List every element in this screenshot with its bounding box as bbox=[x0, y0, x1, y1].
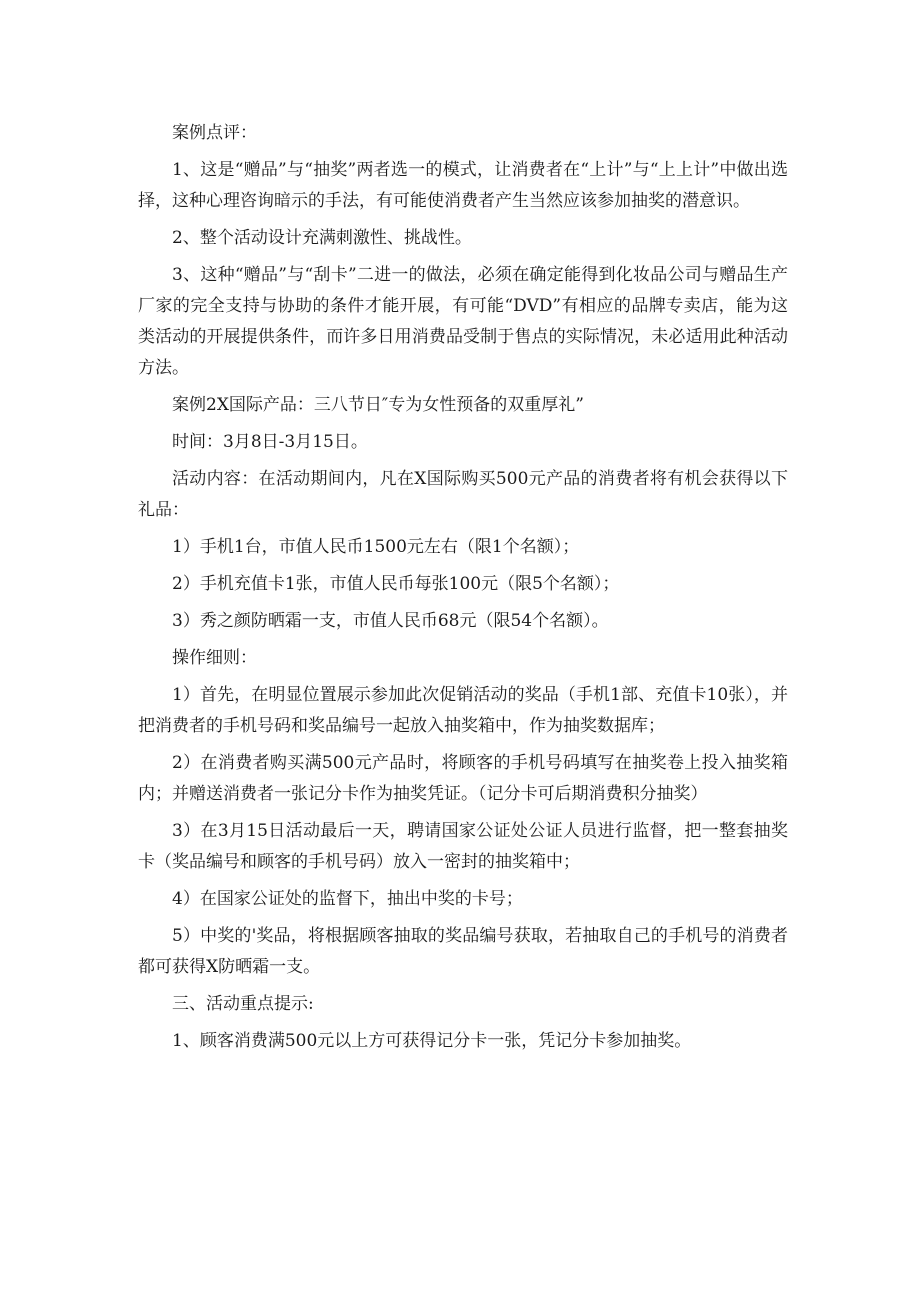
prize-item-2: 2）手机充值卡1张，市值人民币每张100元（限5个名额）； bbox=[172, 574, 620, 594]
section-heading-case-review: 案例点评： bbox=[172, 123, 257, 143]
operation-rule-5: 5）中奖的'奖品，将根据顾客抽取的奖品编号获取，若抽取自己的手机号的消费者都可获得X防晒霜一支。 bbox=[138, 926, 788, 977]
operation-rule-4: 4）在国家公证处的监督下，抽出中奖的卡号； bbox=[172, 889, 523, 909]
key-points-heading: 三、活动重点提示: bbox=[172, 994, 314, 1014]
event-time: 时间：3月8日-3月15日。 bbox=[172, 432, 368, 452]
paragraph-review-point-2: 2、整个活动设计充满刺激性、挑战性。 bbox=[172, 228, 472, 248]
paragraph-review-point-3: 3、这种“赠品”与“刮卡”二进一的做法，必须在确定能得到化妆品公司与赠品生产厂家的完全支持与协助的条件才能开展，有可能“DVD”有相应的品牌专卖店，能为这类活动的开展提供条件，而许多日用消费品受制于售点的实际情况，未必适用此种活动方法。 bbox=[138, 265, 788, 378]
event-content: 活动内容：在活动期间内，凡在X国际购买500元产品的消费者将有机会获得以下礼品： bbox=[138, 469, 788, 520]
operation-rule-1: 1）首先，在明显位置展示参加此次促销活动的奖品（手机1部、充值卡10张），并把消费者的手机号码和奖品编号一起放入抽奖箱中，作为抽奖数据库； bbox=[138, 685, 788, 736]
paragraph-review-point-1: 1、这是“赠品”与“抽奖”两者选一的模式，让消费者在“上计”与“上上计”中做出选择，这种心理咨询暗示的手法，有可能使消费者产生当然应该参加抽奖的潜意识。 bbox=[138, 160, 788, 211]
key-point-1: 1、顾客消费满500元以上方可获得记分卡一张，凭记分卡参加抽奖。 bbox=[172, 1031, 692, 1051]
operation-rule-2: 2）在消费者购买满500元产品时，将顾客的手机号码填写在抽奖卷上投入抽奖箱内；并赠送消费者一张记分卡作为抽奖凭证。（记分卡可后期消费积分抽奖） bbox=[138, 753, 788, 804]
operation-rules-heading: 操作细则： bbox=[172, 648, 257, 668]
document-body bbox=[138, 118, 788, 1063]
prize-item-1: 1）手机1台，市值人民币1500元左右（限1个名额）； bbox=[172, 537, 580, 557]
operation-rule-3: 3）在3月15日活动最后一天，聘请国家公证处公证人员进行监督，把一整套抽奖卡（奖品编号和顾客的手机号码）放入一密封的抽奖箱中； bbox=[138, 821, 788, 872]
prize-item-3: 3）秀之颜防晒霜一支，市值人民币68元（限54个名额）。 bbox=[172, 611, 609, 631]
case-2-title: 案例2X国际产品：三八节日″专为女性预备的双重厚礼” bbox=[172, 395, 584, 415]
